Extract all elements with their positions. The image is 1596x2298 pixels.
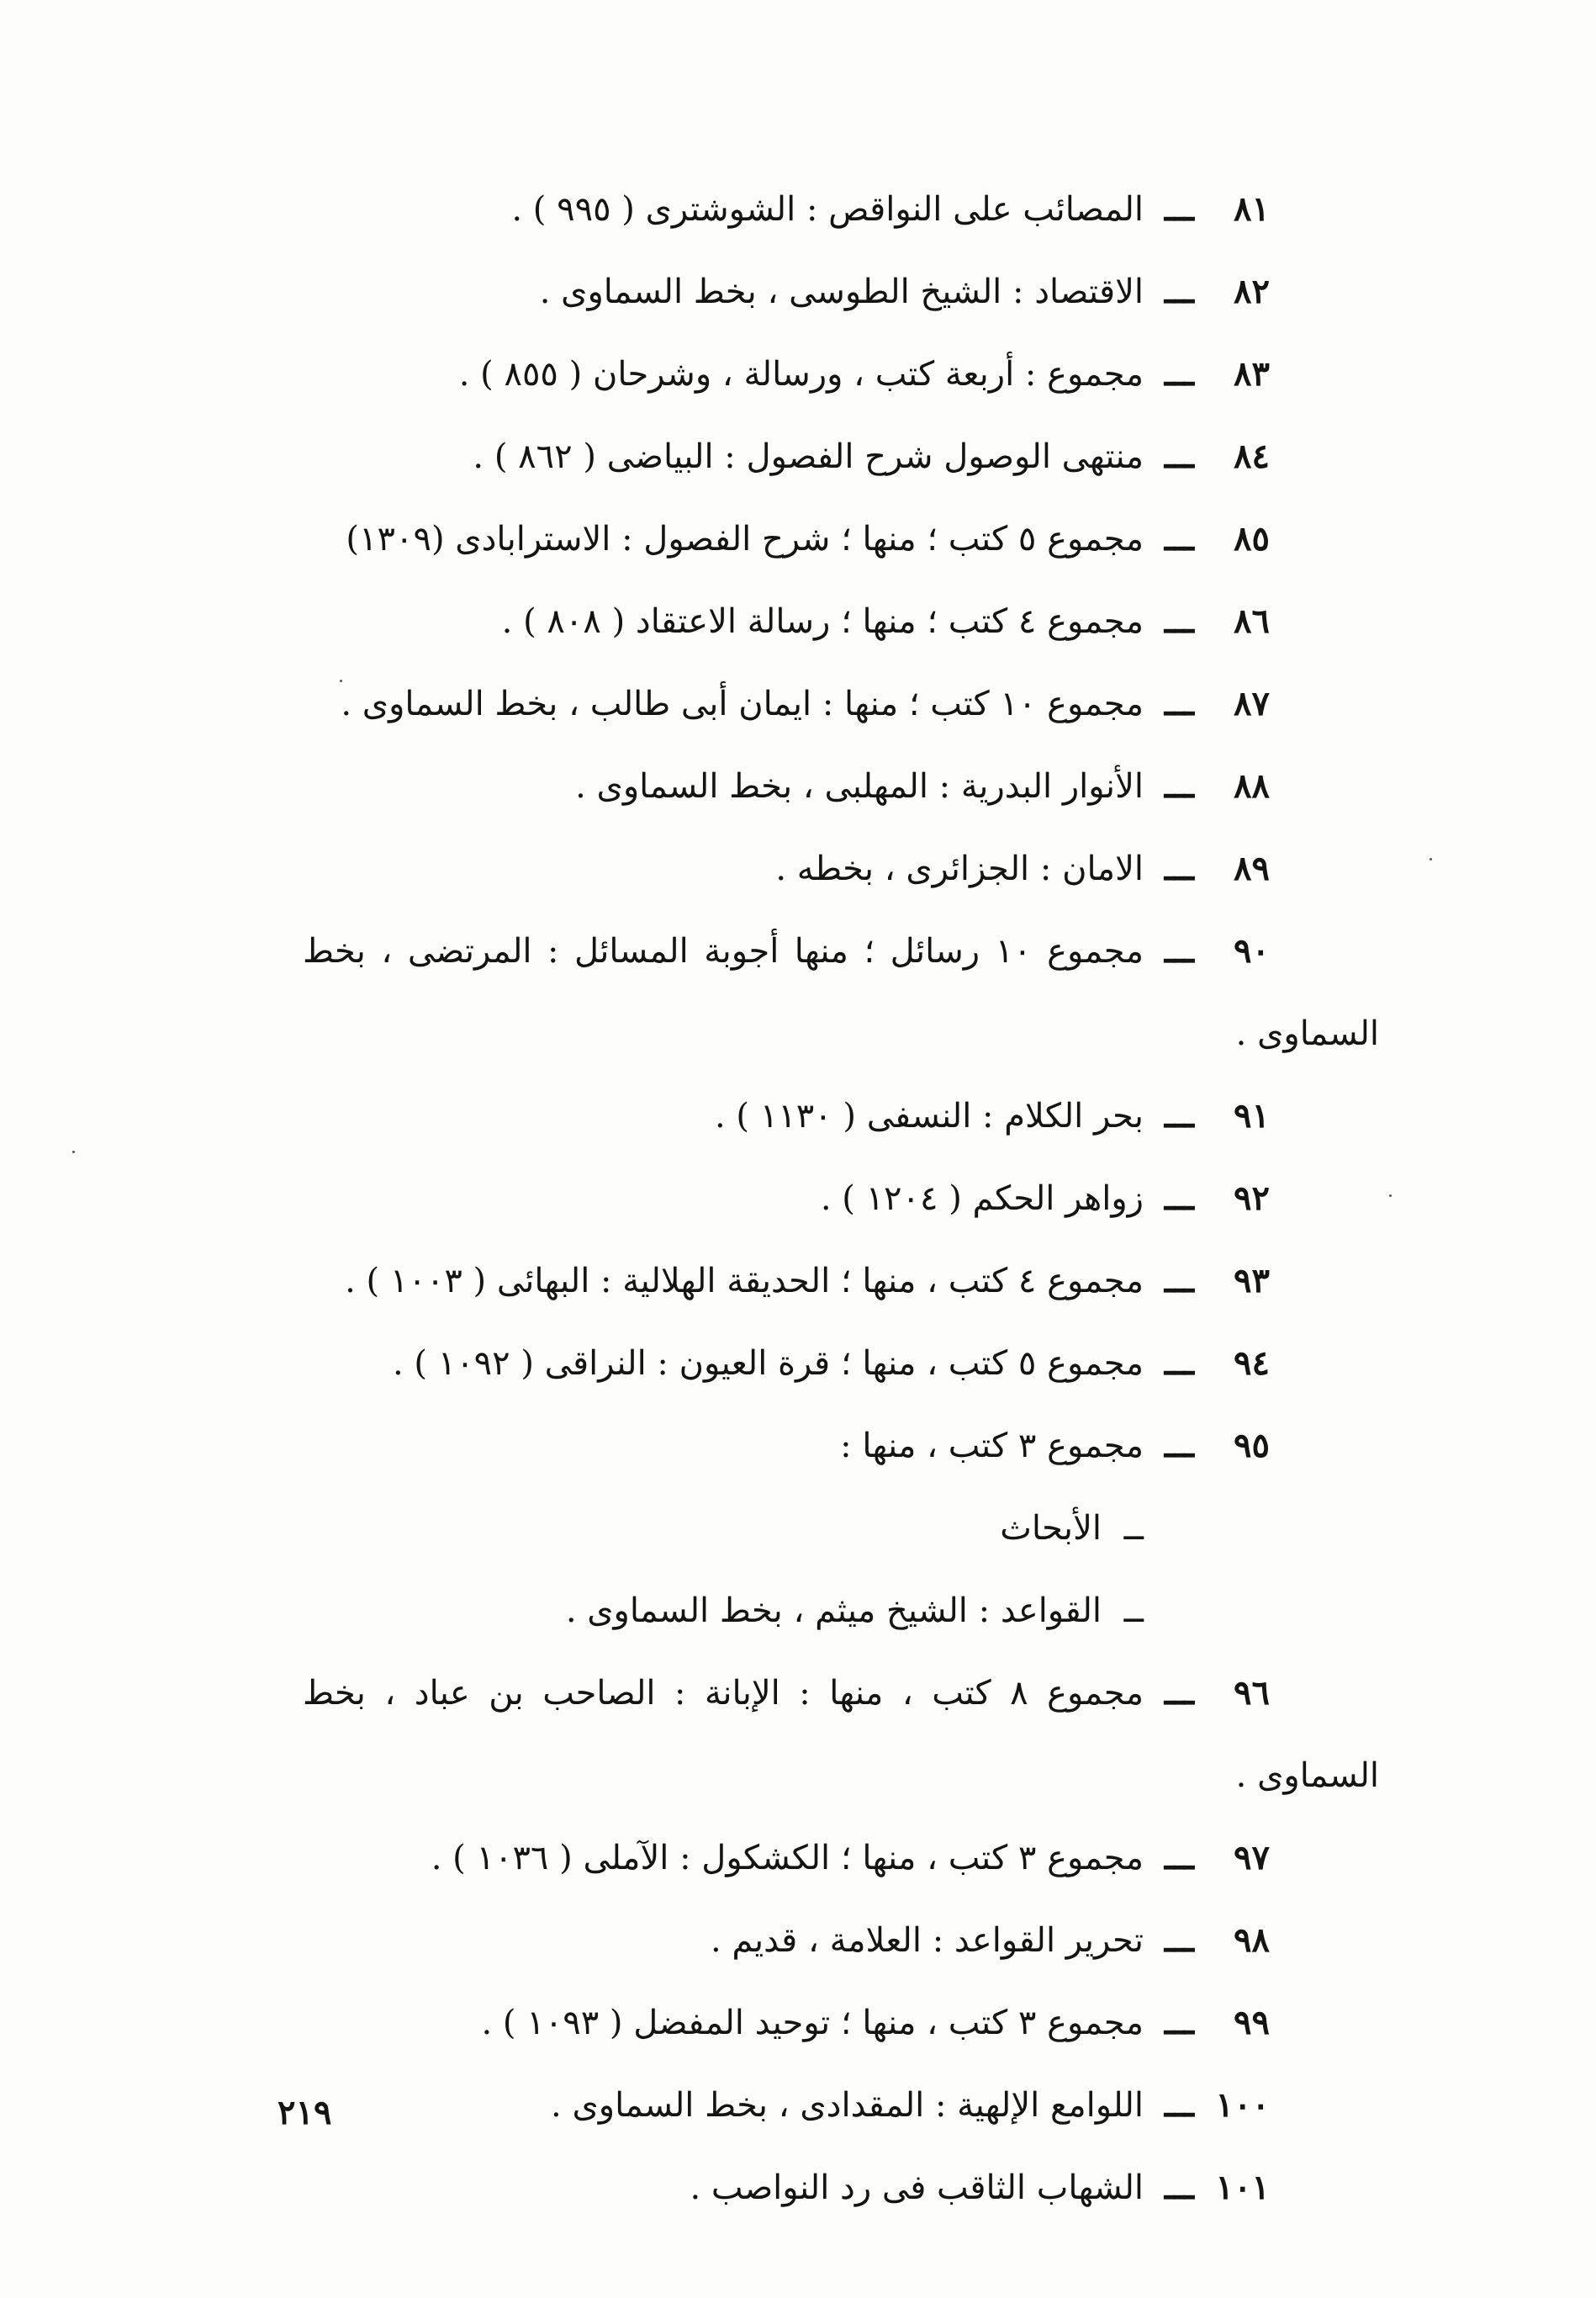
entry-dash: ـــ xyxy=(1164,1096,1194,1136)
entry-number: ٨٨ xyxy=(1234,766,1270,806)
catalog-entry xyxy=(277,1982,1379,2064)
entry-text: الامان : الجزائرى ، بخطه . xyxy=(775,850,1144,888)
entry-number: ٨٦ xyxy=(1234,601,1270,641)
entry-number: ٩٨ xyxy=(1234,1920,1270,1960)
catalog-entry xyxy=(277,1405,1379,1487)
entry-text: تحرير القواعد : العلامة ، قديم . xyxy=(711,1921,1144,1960)
sub-entry xyxy=(277,1570,1379,1652)
entry-number: ٩٠ xyxy=(1234,931,1270,971)
catalog-entry xyxy=(277,580,1379,663)
entry-text: مجموع ٥ كتب ؛ منها ؛ شرح الفصول : الاسترابادى (١٣٠٩) xyxy=(346,520,1144,559)
entry-number: ١٠١ xyxy=(1215,2168,1270,2207)
entry-number: ٩٥ xyxy=(1234,1426,1270,1465)
entry-continuation-text: السماوى . xyxy=(1235,1756,1379,1795)
entry-dash: ـــ xyxy=(1164,766,1194,806)
scan-speck xyxy=(340,680,342,682)
entry-dash: ـــ xyxy=(1164,1920,1194,1960)
catalog-entry xyxy=(277,663,1379,745)
catalog-entry xyxy=(277,416,1379,498)
entry-text: بحر الكلام : النسفى ( ١١٣٠ ) . xyxy=(714,1097,1144,1136)
entry-text: الاقتصاد : الشيخ الطوسى ، بخط السماوى . xyxy=(539,273,1144,311)
entry-number: ٩٢ xyxy=(1234,1178,1270,1218)
entry-text: مجموع : أربعة كتب ، ورسالة ، وشرحان ( ٨٥٥ ) . xyxy=(458,355,1144,394)
catalog-entry xyxy=(277,1899,1379,1982)
entry-number: ٩٤ xyxy=(1234,1343,1270,1383)
entry-number: ٩١ xyxy=(1234,1096,1270,1136)
entry-continuation-text: السماوى . xyxy=(1235,1014,1379,1053)
entry-text: مجموع ١٠ رسائل ؛ منها أجوبة المسائل : المرتضى ، بخط xyxy=(303,932,1144,971)
entry-number: ٩٣ xyxy=(1234,1261,1270,1300)
entry-number: ٨٧ xyxy=(1234,684,1270,723)
catalog-entry xyxy=(277,1075,1379,1157)
entry-text: مجموع ١٠ كتب ؛ منها : ايمان أبى طالب ، بخط السماوى . xyxy=(341,685,1144,723)
entry-dash: ـــ xyxy=(1164,1673,1194,1713)
entry-dash: ـــ xyxy=(1164,1343,1194,1383)
scan-speck xyxy=(1389,1194,1392,1197)
sub-entry-text: القواعد : الشيخ ميثم ، بخط السماوى . xyxy=(565,1591,1102,1630)
entry-dash: ـــ xyxy=(1164,601,1194,641)
entry-number: ٨٩ xyxy=(1234,849,1270,888)
entry-dash: ـــ xyxy=(1164,849,1194,888)
catalog-entry xyxy=(277,1240,1379,1322)
catalog-entry xyxy=(277,1652,1379,1734)
entry-continuation xyxy=(277,1734,1379,1817)
entry-dash: ـــ xyxy=(1164,684,1194,723)
entry-dash: ـــ xyxy=(1164,437,1194,476)
entry-dash: ـــ xyxy=(1164,1838,1194,1877)
entry-text: مجموع ٣ كتب ، منها ؛ توحيد المفضل ( ١٠٩٣ ) . xyxy=(481,2004,1144,2042)
entry-number: ٨٥ xyxy=(1234,519,1270,559)
entry-dash: ـــ xyxy=(1164,1426,1194,1465)
entry-text: مجموع ٥ كتب ، منها ؛ قرة العيون : النراقى ( ١٠٩٢ ) . xyxy=(392,1344,1144,1383)
entry-dash: ـــ xyxy=(1164,1178,1194,1218)
scan-speck xyxy=(1430,858,1432,860)
entry-dash: ـــ xyxy=(1164,519,1194,559)
entry-number: ٩٧ xyxy=(1234,1838,1270,1877)
entry-text: زواهر الحكم ( ١٢٠٤ ) . xyxy=(820,1179,1144,1218)
entry-text: مجموع ٤ كتب ؛ منها ؛ رسالة الاعتقاد ( ٨٠٨ ) . xyxy=(501,602,1144,641)
entry-dash: ـــ xyxy=(1164,2003,1194,2042)
entry-dash: ـــ xyxy=(1164,2168,1194,2207)
entry-dash: ـــ xyxy=(1164,931,1194,971)
catalog-entry xyxy=(277,745,1379,828)
entry-number: ٨٢ xyxy=(1234,272,1270,311)
scan-speck xyxy=(72,1151,75,1153)
entry-dash: ـــ xyxy=(1164,189,1194,229)
sub-entry-text: الأبحاث xyxy=(1000,1509,1102,1548)
catalog-entry xyxy=(277,1322,1379,1405)
sub-entry xyxy=(277,1487,1379,1570)
entry-dash: ـــ xyxy=(1164,1261,1194,1300)
entry-number: ٩٦ xyxy=(1234,1673,1270,1713)
entry-number: ٨٣ xyxy=(1234,354,1270,394)
entry-dash: ـــ xyxy=(1164,2085,1194,2125)
catalog-entry xyxy=(277,1817,1379,1899)
catalog-entry xyxy=(277,168,1379,251)
catalog-entry xyxy=(277,251,1379,333)
catalog-entry xyxy=(277,2147,1379,2229)
sub-entry-bullet: ــ xyxy=(1123,1591,1144,1630)
catalog-entry xyxy=(277,333,1379,416)
catalog-entry xyxy=(277,910,1379,993)
entry-text: مجموع ٣ كتب ، منها ؛ الكشكول : الآملى ( ١٠٣٦ ) . xyxy=(431,1839,1144,1877)
entry-text: منتهى الوصول شرح الفصول : البياضى ( ٨٦٢ ) . xyxy=(473,437,1144,476)
entry-continuation xyxy=(277,993,1379,1075)
entry-text: المصائب على النواقص : الشوشترى ( ٩٩٥ ) . xyxy=(511,190,1144,229)
page-number: ٢١٩ xyxy=(277,2093,332,2132)
catalog-entry xyxy=(277,828,1379,910)
entry-text: مجموع ٤ كتب ، منها ؛ الحديقة الهلالية : البهائى ( ١٠٠٣ ) . xyxy=(345,1262,1144,1300)
catalog-entry-list xyxy=(277,168,1379,2229)
entry-dash: ـــ xyxy=(1164,354,1194,394)
entry-text: مجموع ٣ كتب ، منها : xyxy=(840,1427,1144,1465)
entry-number: ٩٩ xyxy=(1234,2003,1270,2042)
entry-text: الشهاب الثاقب فى رد النواصب . xyxy=(690,2168,1144,2207)
entry-text: مجموع ٨ كتب ، منها : الإبانة : الصاحب بن عباد ، بخط xyxy=(303,1674,1144,1713)
entry-text: اللوامع الإلهية : المقدادى ، بخط السماوى . xyxy=(551,2086,1144,2125)
entry-dash: ـــ xyxy=(1164,272,1194,311)
sub-entry-bullet: ــ xyxy=(1123,1509,1144,1548)
entry-number: ١٠٠ xyxy=(1215,2085,1270,2125)
catalog-entry xyxy=(277,498,1379,580)
entry-number: ٨١ xyxy=(1234,189,1270,229)
catalog-entry xyxy=(277,1157,1379,1240)
catalog-entry xyxy=(277,2064,1379,2147)
entry-text: الأنوار البدرية : المهلبى ، بخط السماوى . xyxy=(575,767,1144,806)
entry-number: ٨٤ xyxy=(1234,437,1270,476)
